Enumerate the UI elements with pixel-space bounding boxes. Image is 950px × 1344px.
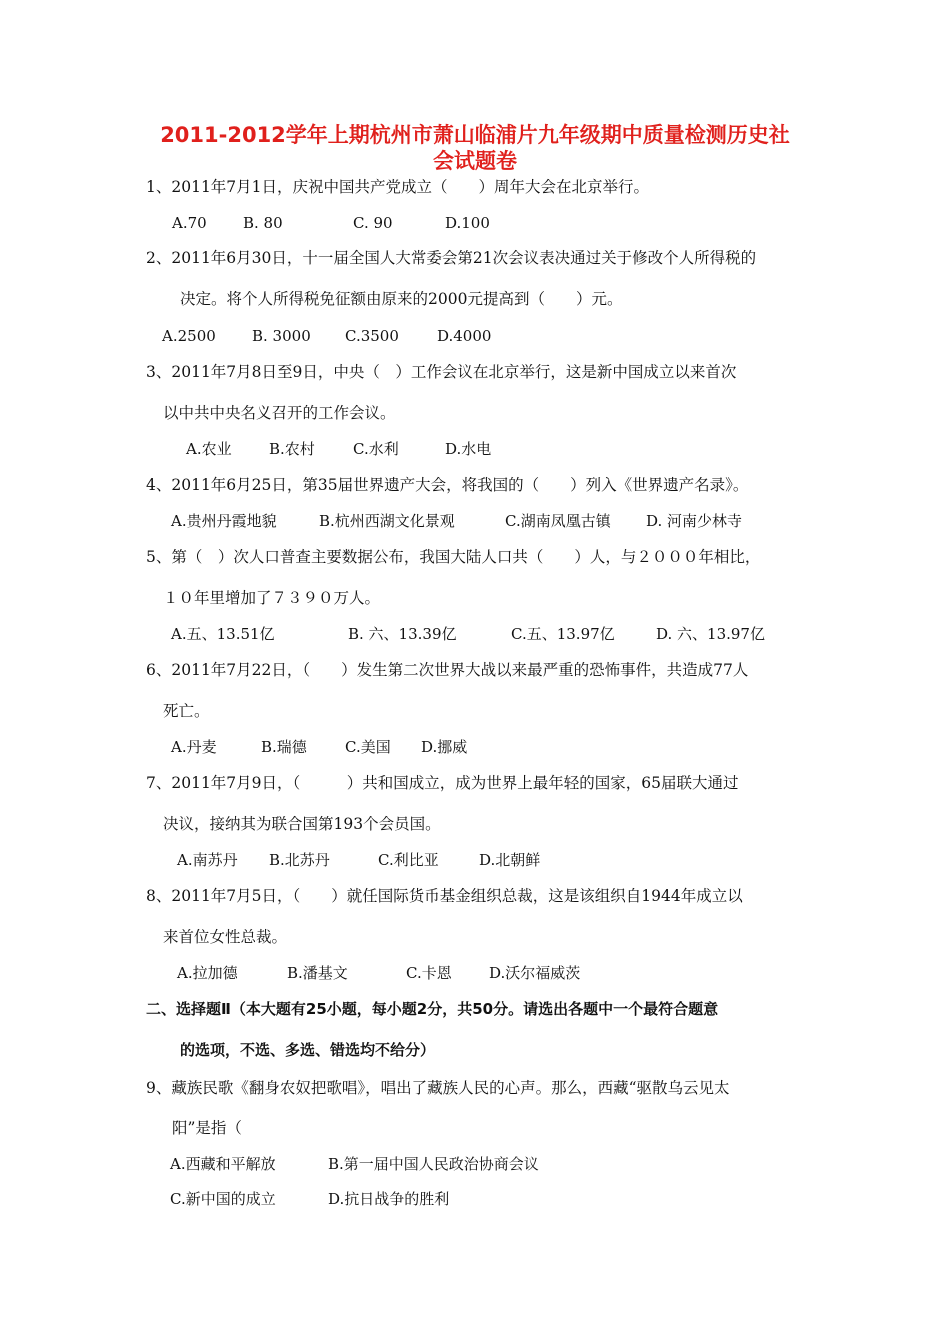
question-3-option-c: C.水利 xyxy=(353,440,399,458)
question-3-option-b: B.农村 xyxy=(269,440,315,458)
question-2-option-d: D.4000 xyxy=(437,327,492,345)
question-5-option-a: A.五、13.51亿 xyxy=(171,625,275,643)
question-6-option-d: D.挪威 xyxy=(421,738,468,756)
question-9-stem-line-1: 9、藏族民歌《翻身农奴把歌唱》，唱出了藏族人民的心声。那么，西藏“驱散乌云见太 xyxy=(146,1079,730,1097)
question-7-option-a: A.南苏丹 xyxy=(177,851,238,869)
question-9-option-a: A.西藏和平解放 xyxy=(170,1155,276,1173)
question-5-option-d: D. 六、13.97亿 xyxy=(656,625,765,643)
question-4-option-a: A.贵州丹霞地貌 xyxy=(171,512,277,530)
question-9-option-c: C.新中国的成立 xyxy=(170,1190,276,1208)
question-2-option-b: B. 3000 xyxy=(252,327,311,345)
question-3-stem-line-1: 3、2011年7月8日至9日，中央（ ）工作会议在北京举行，这是新中国成立以来首次 xyxy=(146,363,737,381)
question-5-stem-line-1: 5、第（ ）次人口普查主要数据公布，我国大陆人口共（ ）人，与２０００年相比， xyxy=(146,548,761,566)
question-6-option-c: C.美国 xyxy=(345,738,391,756)
question-9-stem-line-2: 阳”是指（ xyxy=(172,1119,242,1137)
question-4-option-c: C.湖南凤凰古镇 xyxy=(505,512,611,530)
question-7-option-d: D.北朝鲜 xyxy=(479,851,541,869)
question-5-stem-line-2: １０年里增加了７３９０万人。 xyxy=(163,589,381,607)
question-4-option-d: D. 河南少林寺 xyxy=(646,512,743,530)
question-4-stem: 4、2011年6月25日，第35届世界遗产大会，将我国的（ ）列入《世界遗产名录》。 xyxy=(146,476,749,494)
question-6-option-b: B.瑞德 xyxy=(261,738,307,756)
question-7-option-b: B.北苏丹 xyxy=(269,851,330,869)
question-2-option-c: C.3500 xyxy=(345,327,399,345)
title-line-2: 会试题卷 xyxy=(433,149,517,173)
question-8-stem-line-1: 8、2011年7月5日，（ ）就任国际货币基金组织总裁，这是该组织自1944年成立以 xyxy=(146,887,743,905)
question-1-option-d: D.100 xyxy=(445,214,490,232)
question-3-option-a: A.农业 xyxy=(186,440,232,458)
title-line-1: 2011-2012学年上期杭州市萧山临浦片九年级期中质量检测历史社 xyxy=(160,123,790,147)
section-2-heading-line-1: 二、选择题Ⅱ（本大题有25小题，每小题2分，共50分。请选出各题中一个最符合题意 xyxy=(146,1000,719,1018)
section-2-heading-line-2: 的选项，不选、多选、错选均不给分） xyxy=(180,1041,436,1059)
question-5-option-b: B. 六、13.39亿 xyxy=(348,625,457,643)
question-2-option-a: A.2500 xyxy=(162,327,216,345)
question-7-option-c: C.利比亚 xyxy=(378,851,439,869)
question-3-option-d: D.水电 xyxy=(445,440,492,458)
question-6-option-a: A.丹麦 xyxy=(171,738,217,756)
question-8-option-c: C.卡恩 xyxy=(406,964,452,982)
question-7-stem-line-2: 决议，接纳其为联合国第193个会员国。 xyxy=(163,815,441,833)
question-6-stem-line-2: 死亡。 xyxy=(163,702,210,720)
question-6-stem-line-1: 6、2011年7月22日，（ ）发生第二次世界大战以来最严重的恐怖事件，共造成77人 xyxy=(146,661,749,679)
question-2-stem-line-2: 决定。将个人所得税免征额由原来的2000元提高到（ ）元。 xyxy=(180,290,623,308)
document-title xyxy=(120,122,830,174)
question-9-option-b: B.第一届中国人民政治协商会议 xyxy=(328,1155,539,1173)
question-8-option-b: B.潘基文 xyxy=(287,964,348,982)
question-8-stem-line-2: 来首位女性总裁。 xyxy=(163,928,288,946)
question-9-option-d: D.抗日战争的胜利 xyxy=(328,1190,450,1208)
question-8-option-a: A.拉加德 xyxy=(177,964,238,982)
question-3-stem-line-2: 以中共中央名义召开的工作会议。 xyxy=(163,404,396,422)
question-2-stem-line-1: 2、2011年6月30日，十一届全国人大常委会第21次会议表决通过关于修改个人所得税的 xyxy=(146,249,757,267)
question-1-option-c: C. 90 xyxy=(353,214,393,232)
question-8-option-d: D.沃尔福威茨 xyxy=(489,964,581,982)
question-7-stem-line-1: 7、2011年7月9日，（ ）共和国成立，成为世界上最年轻的国家，65届联大通过 xyxy=(146,774,739,792)
question-1-stem: 1、2011年7月1日，庆祝中国共产党成立（ ）周年大会在北京举行。 xyxy=(146,178,650,196)
question-1-option-a: A.70 xyxy=(172,214,207,232)
question-1-option-b: B. 80 xyxy=(243,214,283,232)
question-5-option-c: C.五、13.97亿 xyxy=(511,625,615,643)
question-4-option-b: B.杭州西湖文化景观 xyxy=(319,512,455,530)
